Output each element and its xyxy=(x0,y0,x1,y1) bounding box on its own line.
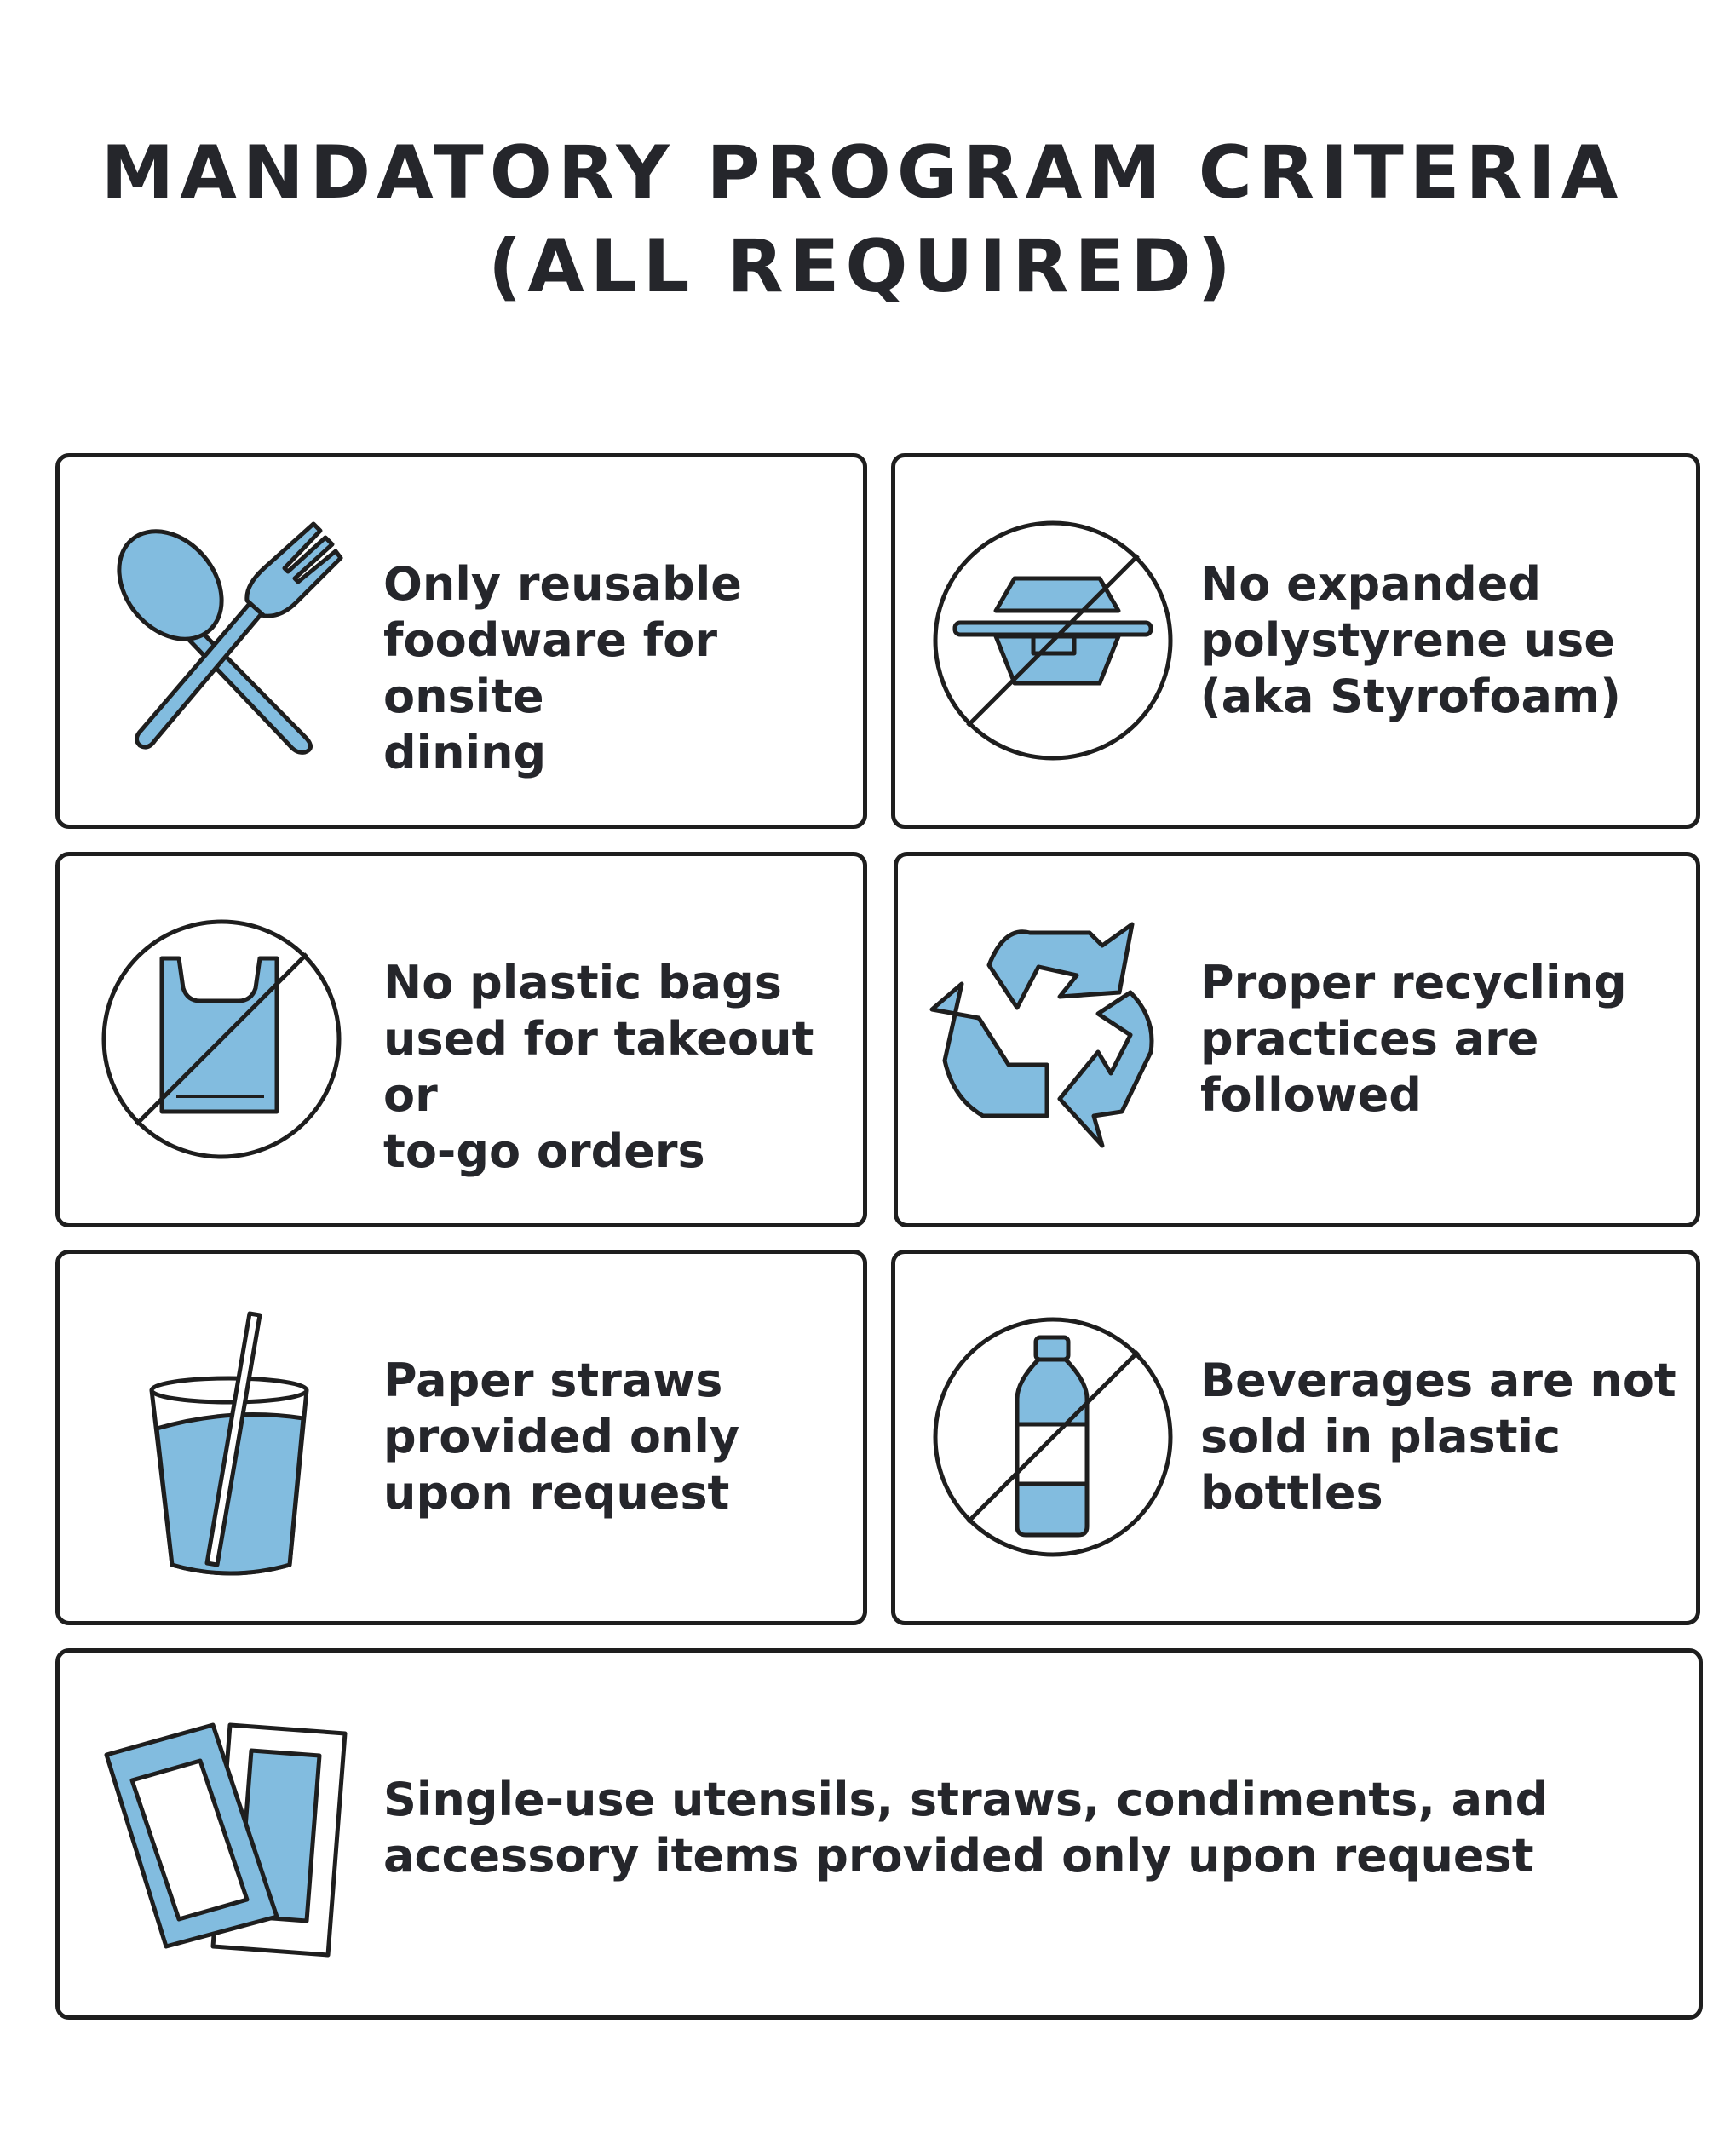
criteria-text: Only reusable foodware for onsite dining xyxy=(383,557,742,779)
criteria-card-reusable-foodware xyxy=(55,453,867,829)
criteria-card-no-plastic-bags xyxy=(55,852,867,1227)
criteria-card-single-use-on-request xyxy=(55,1648,1703,2020)
cup-straw-icon xyxy=(136,1309,341,1582)
criteria-card-recycling xyxy=(894,852,1700,1227)
title-line-1: MANDATORY PROGRAM CRITERIA xyxy=(101,130,1624,216)
criteria-text: Single-use utensils, straws, condiments, and accessory items provided only upon request xyxy=(383,1773,1549,1883)
page-title xyxy=(0,126,1725,313)
utensils-icon xyxy=(102,509,358,764)
criteria-card-no-styrofoam xyxy=(891,453,1700,829)
criteria-card-no-plastic-bottles xyxy=(891,1250,1700,1625)
condiment-packets-icon xyxy=(98,1716,354,1963)
criteria-card-paper-straws xyxy=(55,1250,867,1625)
criteria-text: No expanded polystyrene use (aka Styrofoam) xyxy=(1200,557,1621,723)
criteria-text: Paper straws provided only upon request xyxy=(383,1354,740,1520)
criteria-text: No plastic bags used for takeout or to-go orders xyxy=(383,956,814,1178)
no-styrofoam-icon xyxy=(929,517,1176,764)
no-plastic-bottle-icon xyxy=(929,1314,1176,1561)
title-line-2: (ALL REQUIRED) xyxy=(488,224,1237,309)
criteria-text: Beverages are not sold in plastic bottles xyxy=(1200,1354,1676,1520)
recycle-icon xyxy=(928,916,1183,1171)
no-plastic-bag-icon xyxy=(98,916,345,1163)
criteria-text: Proper recycling practices are followed xyxy=(1200,956,1627,1122)
